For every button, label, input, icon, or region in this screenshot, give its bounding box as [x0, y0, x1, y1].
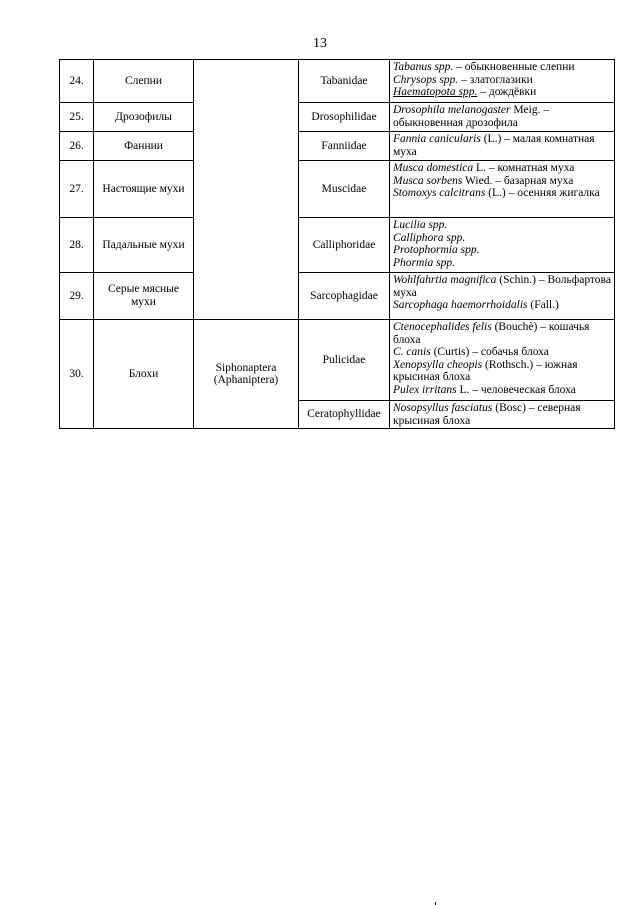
row-number: 28.: [60, 218, 94, 273]
row-number: 29.: [60, 273, 94, 320]
table-row: [60, 320, 615, 401]
order-name: Siphonaptera (Aphaniptera): [194, 320, 299, 429]
species-list: [390, 60, 615, 103]
common-name: Слепни: [94, 60, 194, 103]
common-name: Настоящие мухи: [94, 161, 194, 218]
common-name: Фаннии: [94, 132, 194, 161]
family-name: Fanniidae: [299, 132, 390, 161]
common-name: Дрозофилы: [94, 103, 194, 132]
species-entry: Nosopsyllus fasciatus (Bosc) – северная крысиная блоха: [393, 402, 581, 427]
species-entry: Sarcophaga haemorrhoidalis (Fall.): [393, 299, 559, 312]
species-entry: Drosophila melanogaster Meig. – обыкновенная дрозофила: [393, 104, 550, 129]
family-name: Muscidae: [299, 161, 390, 218]
species-entry: Chrysops spp. – златоглазики: [393, 73, 533, 86]
species-entry: Stomoxys calcitrans (L.) – осенняя жигалка: [393, 187, 600, 200]
species-list: [390, 132, 615, 161]
species-list: [390, 161, 615, 218]
species-entry: Lucilia spp.: [393, 219, 448, 231]
species-entry: Xenopsylla cheopis (Rothsch.) – южная крысиная блоха: [393, 358, 578, 384]
species-list: [390, 320, 615, 401]
species-entry: Protophormia spp.: [393, 244, 480, 257]
family-name: Sarcophagidae: [299, 273, 390, 320]
common-name: Блохи: [94, 320, 194, 429]
row-number: 26.: [60, 132, 94, 161]
common-name: Падальные мухи: [94, 218, 194, 273]
insect-classification-table: [59, 59, 615, 429]
species-list: [390, 218, 615, 273]
species-entry: Ctenocephalides felis (Bouchè) – кошачья блоха: [393, 321, 590, 346]
row-number: 27.: [60, 161, 94, 218]
common-name: Серые мясные мухи: [94, 273, 194, 320]
table-row: [60, 132, 615, 161]
order-cell: [194, 60, 299, 320]
species-entry: Tabanus spp. – обыкновенные слепни: [393, 61, 575, 73]
species-entry: Pulex irritans L. – человеческая блоха: [393, 383, 576, 396]
family-name: Ceratophyllidae: [299, 401, 390, 429]
table-row: [60, 218, 615, 273]
family-name: Calliphoridae: [299, 218, 390, 273]
species-list: [390, 273, 615, 320]
species-entry: Wohlfahrtia magnifica (Schin.) – Вольфартова муха: [393, 274, 611, 299]
table-row: [60, 60, 615, 103]
row-number: 25.: [60, 103, 94, 132]
family-name: Pulicidae: [299, 320, 390, 401]
family-name: Drosophilidae: [299, 103, 390, 132]
species-entry: Phormia spp.: [393, 256, 455, 269]
species-list: [390, 401, 615, 429]
species-entry: Musca domestica L. – комнатная муха: [393, 162, 575, 174]
species-entry: Musca sorbens Wied. – базарная муха: [393, 174, 574, 187]
row-number: 24.: [60, 60, 94, 103]
species-entry: C. canis (Curtis) – собачья блоха: [393, 346, 549, 359]
table-row: [60, 273, 615, 320]
species-entry: Calliphora spp.: [393, 231, 466, 244]
page-number: 13: [313, 36, 327, 51]
row-number: 30.: [60, 320, 94, 429]
species-list: [390, 103, 615, 132]
family-name: Tabanidae: [299, 60, 390, 103]
table-row: [60, 103, 615, 132]
species-entry: Haematopota spp. – дождёвки: [393, 86, 537, 99]
species-entry: Fannia canicularis (L.) – малая комнатная муха: [393, 133, 595, 158]
table-row: [60, 161, 615, 218]
